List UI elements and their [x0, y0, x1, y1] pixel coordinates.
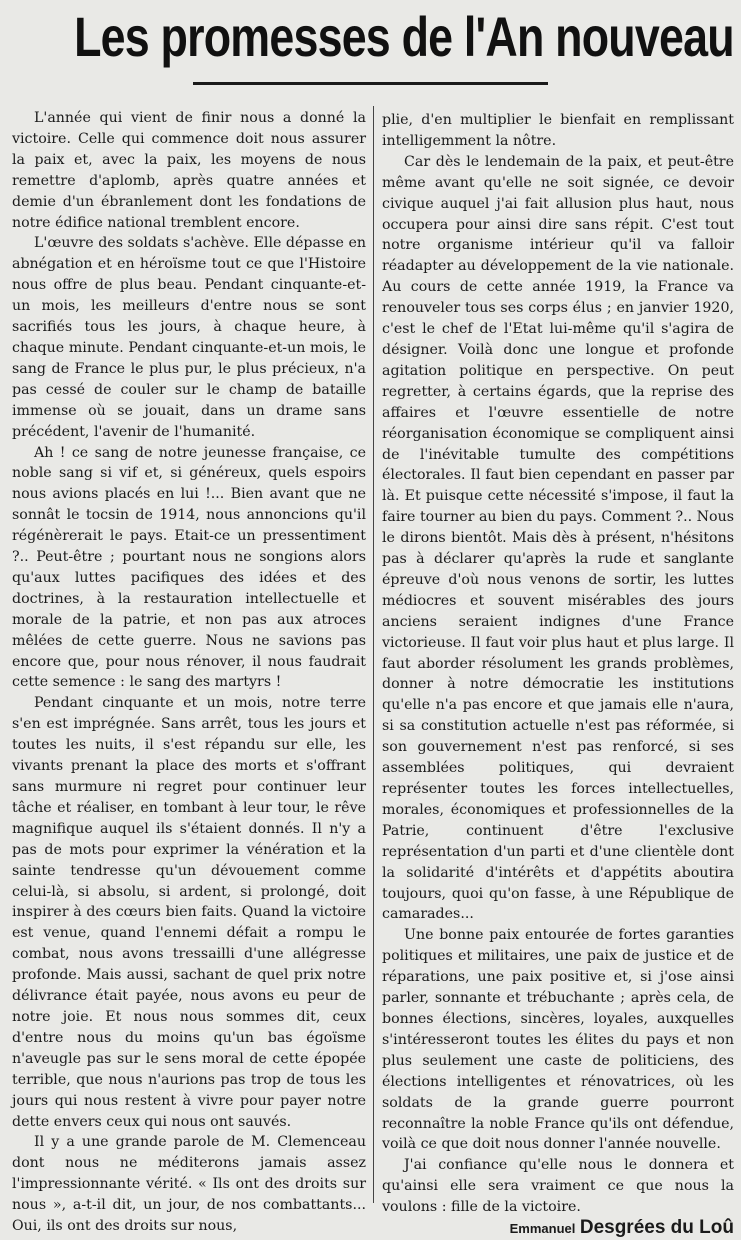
headline-rule: [193, 82, 548, 85]
paragraph: Car dès le lendemain de la paix, et peut-être même avant qu'elle ne soit signée, ce devoir civique auquel j'ai fait allusion plus haut, nous occupera pour ainsi dire sans répit. C'est tout notre organisme intérieur qu'il va falloir réadapter au développement de la vie nationale. Au cours de cette année 1919, la France va renouveler tous ses corps élus ; en janvier 1920, c'est le chef de l'Etat lui-même qu'il s'agira de désigner. Voilà donc une longue et profonde agitation politique en perspective. On peut regretter, à certains égards, que la reprise des affaires et l'œuvre essentielle de notre réorganisation économique se compliquent ainsi de l'inévitable tumulte des compétitions électorales. Il faut bien cependant en passer par là. Et puisque cette nécessité s'impose, il faut la faire tourner au bien du pays. Comment ?.. Nous le dirons bientôt. Mais dès à présent, n'hésitons pas à déclarer qu'après la rude et sanglante épreuve d'où nous venons de sortir, les luttes médiocres et souvent misérables des jours anciens seraient indignes d'une France victorieuse. Il faut voir plus haut et plus large. Il faut aborder résolument les grands problèmes, donner à notre démocratie les institutions qu'elle n'a pas encore et que jamais elle n'aura, si sa constitution actuelle n'est pas réformée, si son gouvernement n'est pas renforcé, si ses assemblées politiques, qui devraient représenter toutes les forces intellectuelles, morales, économiques et professionnelles de la Patrie, continuent d'être l'exclusive représentation d'un parti et d'une clientèle dont la solidarité d'intérêts et d'appétits aboutira toujours, quoi qu'on fasse, à une République de camarades...: [382, 153, 734, 923]
paragraph: J'ai confiance qu'elle nous le donnera et qu'ainsi elle sera vraiment ce que nous la voulons : fille de la victoire.: [382, 1157, 734, 1216]
paragraph: Ah ! ce sang de notre jeunesse française, ce noble sang si vif et, si généreux, quels espoirs nous avions placés en lui !... Bien avant que ne sonnât le tocsin de 1914, nous annoncions qu'il régénèrerait le pays. Etait-ce un pressentiment ?.. Peut-être ; pourtant nous ne songions alors qu'aux luttes pacifiques des idées et des doctrines, à la restauration intellectuelle et morale de la patrie, et non pas aux atroces mêlées de cette guerre. Nous ne savions pas encore que, pour nous rénover, il nous faudrait cette semence : le sang des martyrs !: [12, 444, 366, 691]
author-first-name: Emmanuel: [509, 1221, 576, 1237]
paragraph: plie, d'en multiplier le bienfait en remplissant intelligemment la nôtre.: [382, 112, 734, 149]
paragraph: L'année qui vient de finir nous a donné la victoire. Celle qui commence doit nous assurer la paix et, avec la paix, les moyens de nous remettre d'aplomb, après quatre années et demie d'un ébranlement dont les fondations de notre édifice national tremblent encore.: [12, 110, 366, 231]
paragraph: Pendant cinquante et un mois, notre terre s'en est imprégnée. Sans arrêt, tous les jours et toutes les nuits, il s'est répandu sur elle, les vivants prenant la place des morts et s'offrant sans murmure ni regret pour continuer leur tâche et réaliser, en tombant à leur tour, le rêve magnifique auquel ils s'étaient donnés. Il n'y a pas de mots pour exprimer la vénération et la sainte tendresse qu'un dévouement comme celui-là, si absolu, si ardent, si prolongé, doit inspirer à des cœurs bien faits. Quand la victoire est venue, quand l'ennemi défait a rompu le combat, nous avons tressailli d'une allégresse profonde. Mais aussi, sachant de quel prix notre délivrance était payée, nous avons eu peur de notre joie. Et nous nous sommes dit, ceux d'entre nous du moins qu'un bas égoïsme n'aveugle pas sur le sens moral de cette épopée terrible, que nous n'aurions pas trop de tous les jours qui nous restent à vivre pour payer notre dette envers ceux qui nous ont sauvés.: [12, 695, 366, 1130]
article-headline: Les promesses de l'An nouveau: [74, 5, 734, 68]
right-column: [382, 110, 734, 1239]
column-divider: [373, 106, 374, 1203]
author-last-name: Desgrées du Loû: [579, 1217, 734, 1239]
paragraph: L'œuvre des soldats s'achève. Elle dépasse en abnégation et en héroïsme tout ce que l'Histoire nous offre de plus beau. Pendant cinquante-et-un mois, les meilleurs d'entre nous se sont sacrifiés tous les jours, à chaque heure, à chaque minute. Pendant cinquante-et-un mois, le sang de France le plus pur, le plus précieux, n'a pas cessé de couler sur le champ de bataille immense où se jouait, dans un drame sans précédent, l'avenir de l'humanité.: [12, 235, 366, 440]
paragraph: Une bonne paix entourée de fortes garanties politiques et militaires, une paix de justice et de réparations, une paix positive et, si j'ose ainsi parler, sonnante et trébuchante ; après cela, de bonnes élections, sincères, loyales, auxquelles s'intéresseront toutes les élites du pays et non plus seulement une caste de politiciens, des élections intelligentes et rénovatrices, où les soldats de la grande guerre pourront reconnaître la noble France qu'ils ont défendue, voilà ce que doit nous donner l'année nouvelle.: [382, 927, 734, 1153]
author-signature: [382, 1218, 734, 1240]
left-column: [12, 108, 366, 1235]
paragraph: Il y a une grande parole de M. Clemenceau dont nous ne méditerons jamais assez l'impressionnante vérité. « Ils ont des droits sur nous », a-t-il dit, un jour, de nos combattants... Oui, ils ont des droits sur nous,: [12, 1134, 366, 1235]
